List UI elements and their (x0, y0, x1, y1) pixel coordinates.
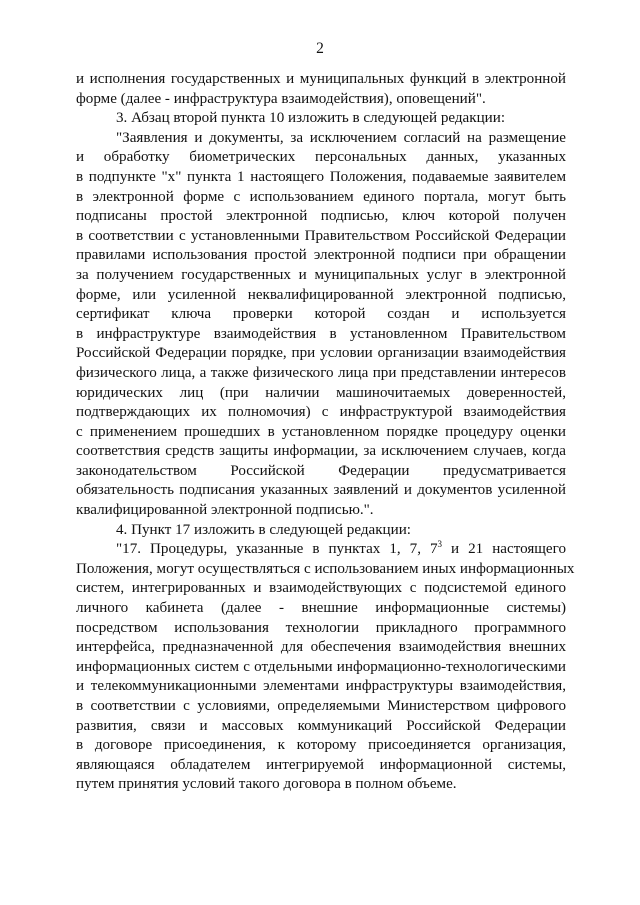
text-line (76, 129, 566, 149)
text-line-content: физического лица, а также физического лица при представлении интересов (76, 364, 566, 381)
text-line (76, 501, 566, 521)
text-line (76, 521, 566, 541)
text-line (76, 207, 566, 227)
text-line (76, 775, 566, 795)
text-line-content: обязательность подписания указанных заявлений и документов усиленной (76, 482, 566, 499)
text-line (76, 384, 566, 404)
text-line (76, 560, 575, 580)
text-line (76, 423, 566, 443)
text-line-content: в электронной форме с использованием единого портала, могут быть (76, 188, 566, 205)
superscript: 3 (437, 539, 443, 550)
text-line-content: подтверждающих их полномочия) с инфраструктурой взаимодействия (76, 404, 566, 421)
text-line-content: "17. Процедуры, указанные в пунктах 1, 7, 7 (116, 541, 438, 558)
text-line-content: посредством использования технологии прикладного программного (76, 619, 566, 636)
text-line (76, 109, 566, 129)
text-line (76, 540, 566, 560)
text-line (76, 364, 566, 384)
text-line-content: "Заявления и документы, за исключением согласий на размещение (116, 129, 566, 146)
text-line-content: в договоре присоединения, к которому присоединяется организация, (76, 737, 566, 754)
text-line (76, 717, 566, 737)
text-line-content: законодательством Российской Федерации предусматривается (76, 462, 566, 479)
text-line (76, 756, 566, 776)
text-line-content: соответствия средств защиты информации, за исключением случаев, когда (76, 443, 566, 460)
text-line (76, 697, 566, 717)
text-line (76, 481, 566, 501)
text-line-content: юридических лиц (при наличии машиночитаемых доверенностей, (76, 384, 566, 401)
text-line-content: сертификат ключа проверки которой создан и используется (76, 306, 566, 323)
text-line-content: Положения, могут осуществляться с использованием иных информационных (76, 560, 575, 577)
text-line (76, 403, 566, 423)
text-line-content: 4. Пункт 17 изложить в следующей редакции: (116, 521, 411, 538)
text-line-content: 3. Абзац второй пункта 10 изложить в следующей редакции: (116, 110, 506, 127)
text-line-content: форме (далее - инфраструктура взаимодействия), оповещений". (76, 90, 486, 107)
text-line (76, 188, 566, 208)
text-line (76, 638, 566, 658)
text-line (76, 246, 566, 266)
text-line-content: форме, или усиленной неквалифицированной электронной подписью, (76, 286, 566, 303)
text-line (76, 579, 566, 599)
text-line-content: за получением государственных и муниципальных услуг в электронной (76, 266, 566, 283)
text-line (76, 677, 566, 697)
text-line-content: путем принятия условий такого договора в полном объеме. (76, 776, 457, 793)
text-line (76, 658, 566, 678)
text-line (76, 70, 566, 90)
text-line-content: личного кабинета (далее - внешние информационные системы) (76, 600, 566, 617)
text-line-content: развития, связи и массовых коммуникаций Российской Федерации (76, 717, 566, 734)
text-line (76, 462, 566, 482)
text-line-content: являющаяся обладателем интегрируемой информационной системы, (76, 756, 566, 773)
text-line-content: Российской Федерации порядке, при условии организации взаимодействия (76, 345, 566, 362)
text-line-content: систем, интегрированных и взаимодействующих с подсистемой единого (76, 580, 566, 597)
text-line (76, 325, 566, 345)
page-number: 2 (316, 40, 324, 57)
text-line-content: подписаны простой электронной подписью, ключ которой получен (76, 208, 566, 225)
text-line (76, 168, 566, 188)
text-line-content: и обработку биометрических персональных данных, указанных (76, 149, 566, 166)
text-line-content: информационных систем с отдельными информационно-технологическими (76, 658, 566, 675)
text-line (76, 736, 566, 756)
text-line-content: правилами использования простой электронной подписи при обращении (76, 247, 566, 264)
text-line-content: квалифицированной электронной подписью.". (76, 502, 374, 519)
text-line (76, 305, 566, 325)
text-line-content: в подпункте "х" пункта 1 настоящего Положения, подаваемые заявителем (76, 168, 566, 185)
text-line (76, 619, 566, 639)
text-line (76, 599, 566, 619)
text-line-content: в соответствии с условиями, определяемыми Министерством цифрового (76, 698, 566, 714)
text-line-content: в инфраструктуре взаимодействия в установленном Правительством (76, 325, 566, 342)
text-line (76, 286, 566, 306)
text-line (76, 90, 566, 110)
text-line (76, 266, 566, 286)
document-body (76, 70, 575, 795)
text-line (76, 442, 566, 462)
text-line-content: в соответствии с установленными Правительством Российской Федерации (76, 227, 566, 244)
text-line-content: и телекоммуникационными элементами инфраструктуры взаимодействия, (76, 678, 566, 695)
text-line (76, 344, 566, 364)
text-line-content: и исполнения государственных и муниципальных функций в электронной (76, 71, 566, 87)
text-line-content: с применением прошедших в установленном порядке процедуру оценки (76, 423, 566, 440)
text-line-continuation: и 21 настоящего (442, 541, 566, 558)
text-line-content: интерфейса, предназначенной для обеспечения взаимодействия внешних (76, 639, 566, 656)
text-line (76, 148, 566, 168)
text-line (76, 227, 566, 247)
